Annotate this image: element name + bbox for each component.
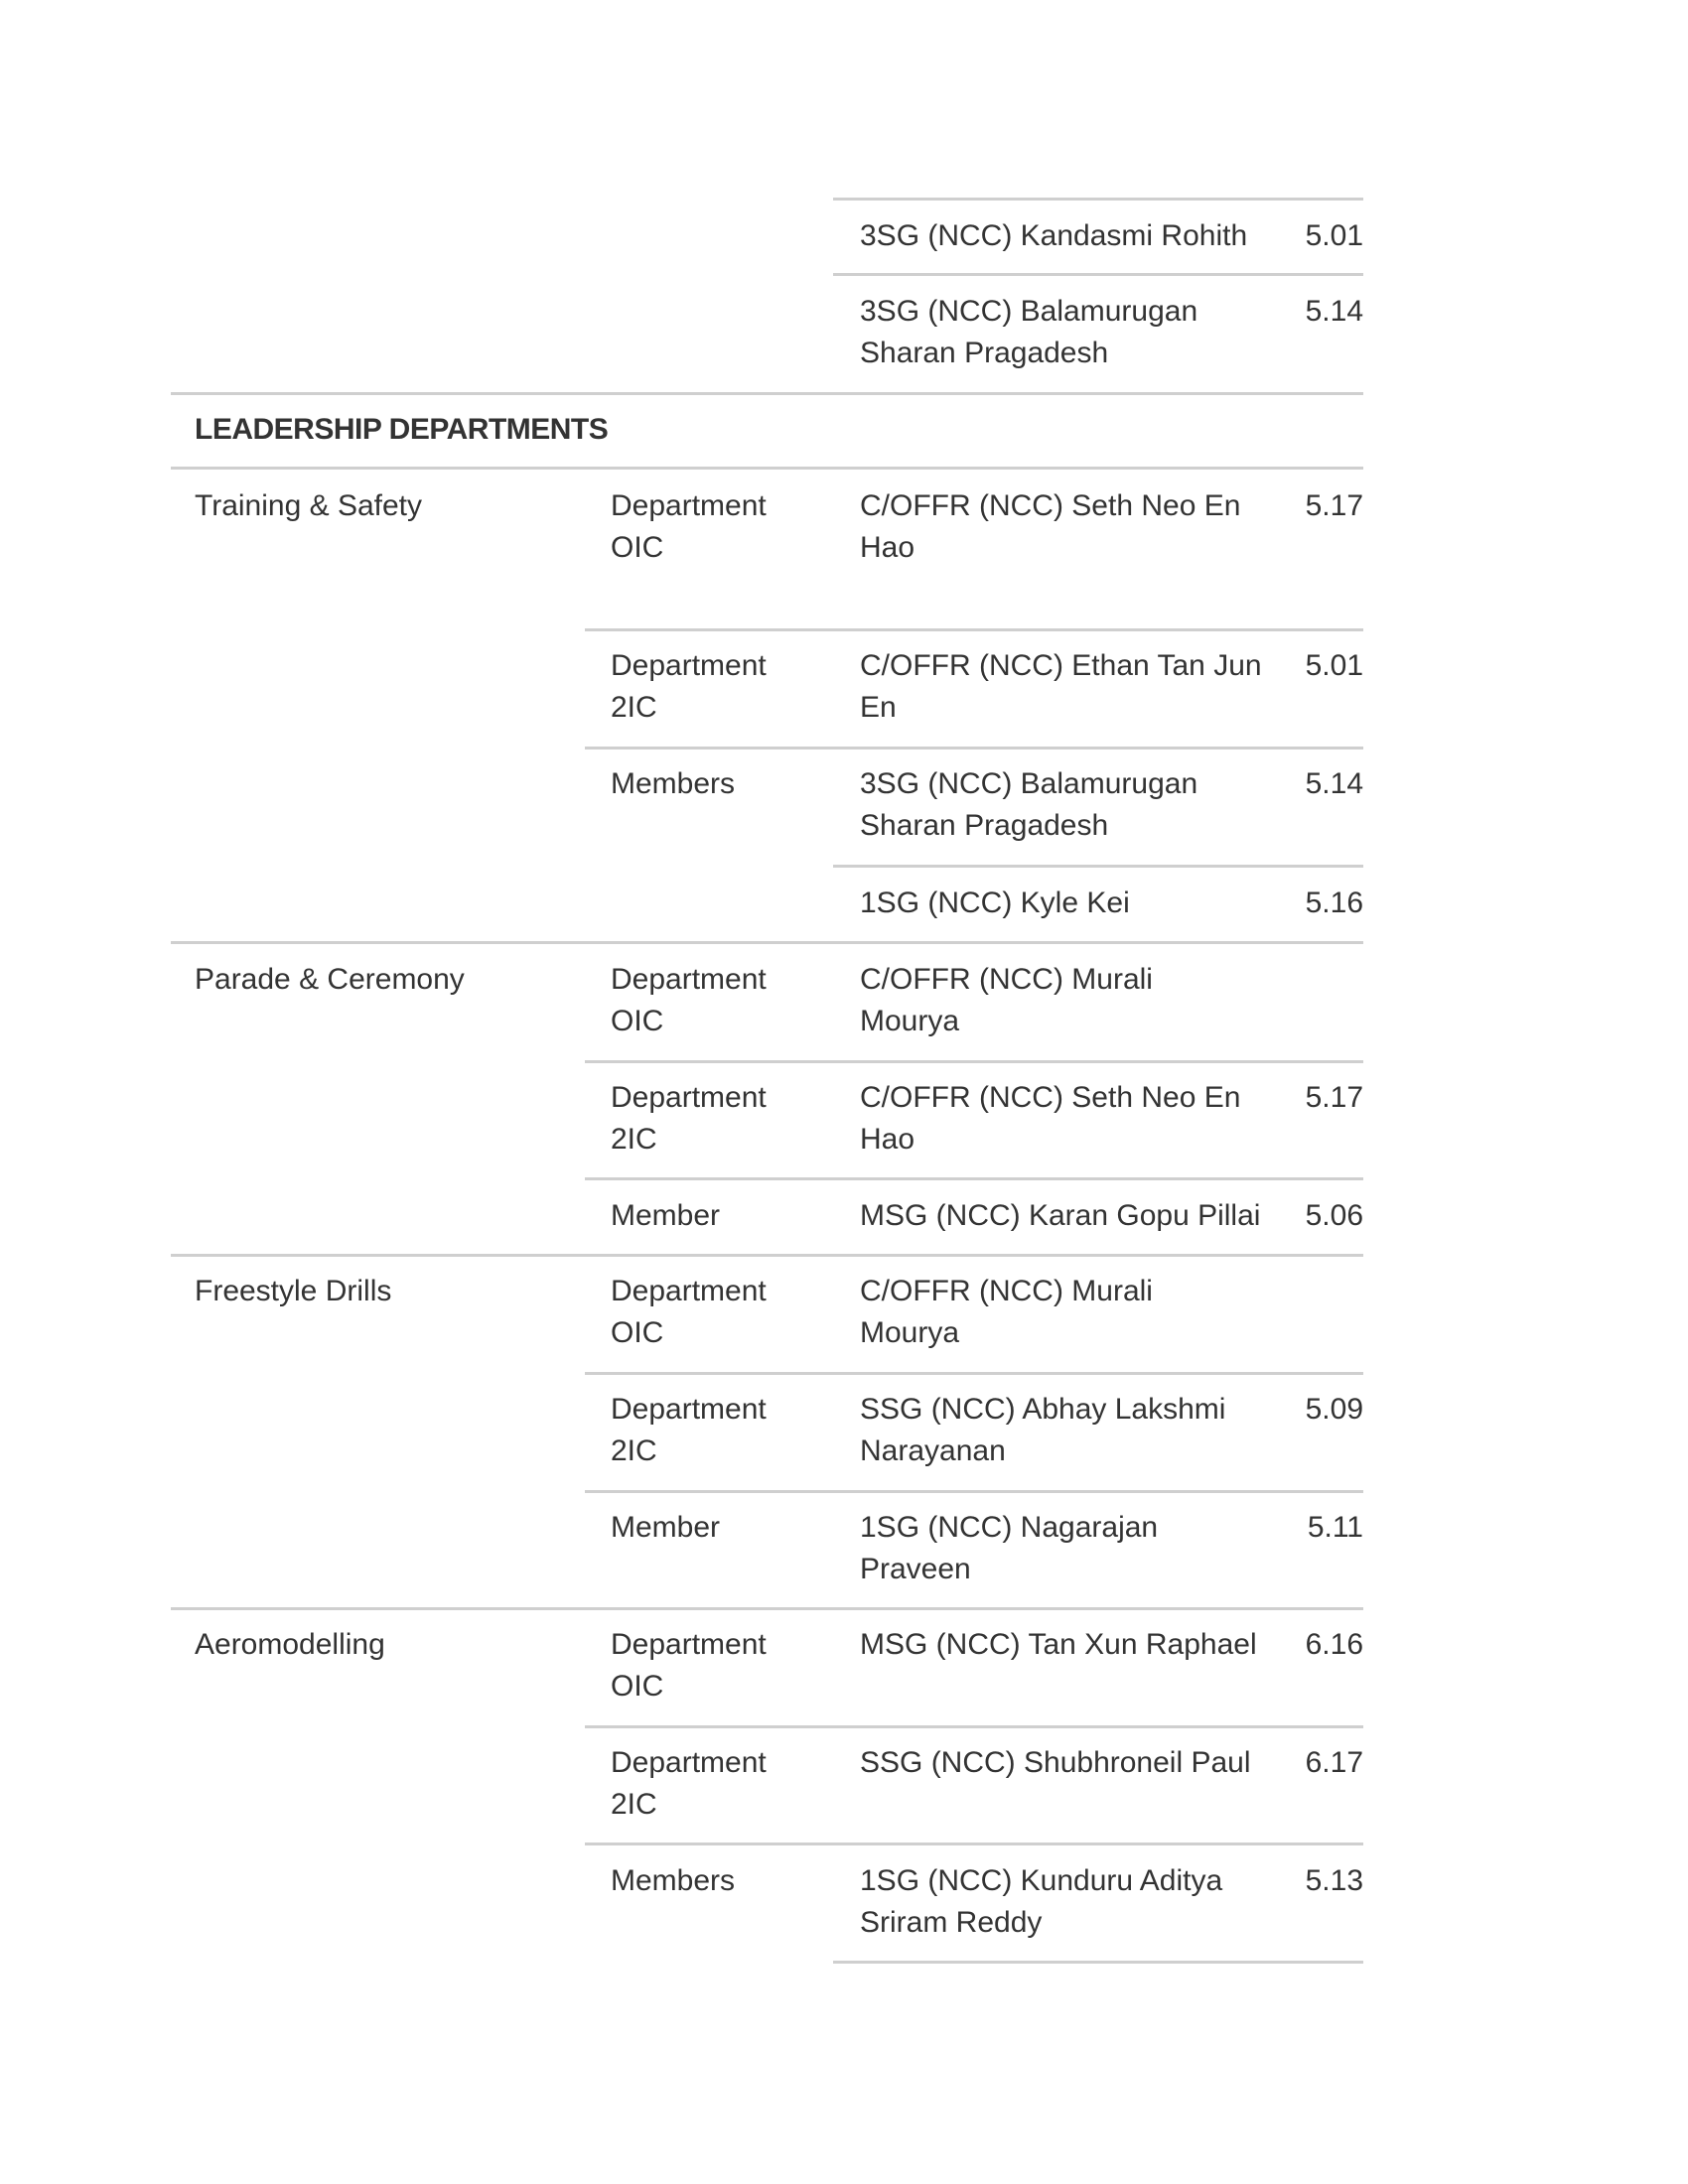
row-divider [585,1490,1363,1493]
member-class: 5.14 [1305,767,1363,800]
department-name: Training & Safety [195,489,422,522]
member-name: MSG (NCC) Tan Xun Raphael [860,1628,1257,1661]
role-label: Department OIC [611,489,767,564]
member-name: SSG (NCC) Abhay Lakshmi Narayanan [860,1393,1226,1467]
member-class: 5.14 [1305,295,1363,328]
member-name: 3SG (NCC) Balamurugan Sharan Pragadesh [860,767,1198,842]
role-label: Department OIC [611,1628,767,1703]
department-name: Parade & Ceremony [195,963,465,996]
row-divider [585,1372,1363,1375]
row-divider [833,865,1363,868]
member-name: MSG (NCC) Karan Gopu Pillai [860,1199,1261,1232]
role-label: Department OIC [611,1275,767,1349]
row-divider [585,1843,1363,1845]
row-divider [585,1177,1363,1180]
member-name: C/OFFR (NCC) Ethan Tan Jun En [860,649,1262,724]
section-title: LEADERSHIP DEPARTMENTS [195,413,609,446]
member-class: 5.13 [1305,1864,1363,1897]
member-class: 5.09 [1305,1393,1363,1426]
member-class: 5.16 [1305,887,1363,919]
member-class: 5.11 [1307,1511,1363,1544]
member-class: 5.01 [1305,649,1363,682]
row-divider [585,628,1363,631]
role-label: Members [611,1864,736,1897]
role-label: Department OIC [611,963,767,1037]
section-divider [171,467,1363,470]
role-label: Department 2IC [611,1393,767,1467]
member-class: 5.17 [1305,1081,1363,1114]
row-divider [833,273,1363,276]
member-name: C/OFFR (NCC) Murali Mourya [860,1275,1153,1349]
role-label: Member [611,1511,721,1544]
member-class: 6.17 [1305,1746,1363,1779]
member-name: SSG (NCC) Shubhroneil Paul [860,1746,1251,1779]
member-name: 3SG (NCC) Balamurugan Sharan Pragadesh [860,295,1198,369]
member-name: C/OFFR (NCC) Murali Mourya [860,963,1153,1037]
row-divider [833,198,1363,201]
member-name: 1SG (NCC) Kunduru Aditya Sriram Reddy [860,1864,1223,1939]
department-name: Freestyle Drills [195,1275,392,1307]
member-name: 3SG (NCC) Kandasmi Rohith [860,219,1248,252]
member-name: 1SG (NCC) Nagarajan Praveen [860,1511,1159,1585]
role-label: Department 2IC [611,649,767,724]
member-class: 6.16 [1305,1628,1363,1661]
section-divider [171,392,1363,395]
row-divider [585,747,1363,750]
member-name: C/OFFR (NCC) Seth Neo En Hao [860,489,1241,564]
role-label: Members [611,767,736,800]
role-label: Member [611,1199,721,1232]
role-label: Department 2IC [611,1081,767,1156]
department-name: Aeromodelling [195,1628,385,1661]
member-class: 5.01 [1305,219,1363,252]
role-label: Department 2IC [611,1746,767,1821]
row-divider [833,1961,1363,1964]
row-divider [585,1725,1363,1728]
member-class: 5.17 [1305,489,1363,522]
row-divider [585,1060,1363,1063]
department-divider [171,941,1363,944]
member-name: C/OFFR (NCC) Seth Neo En Hao [860,1081,1241,1156]
department-divider [171,1607,1363,1610]
member-class: 5.06 [1305,1199,1363,1232]
department-divider [171,1254,1363,1257]
member-name: 1SG (NCC) Kyle Kei [860,887,1130,919]
